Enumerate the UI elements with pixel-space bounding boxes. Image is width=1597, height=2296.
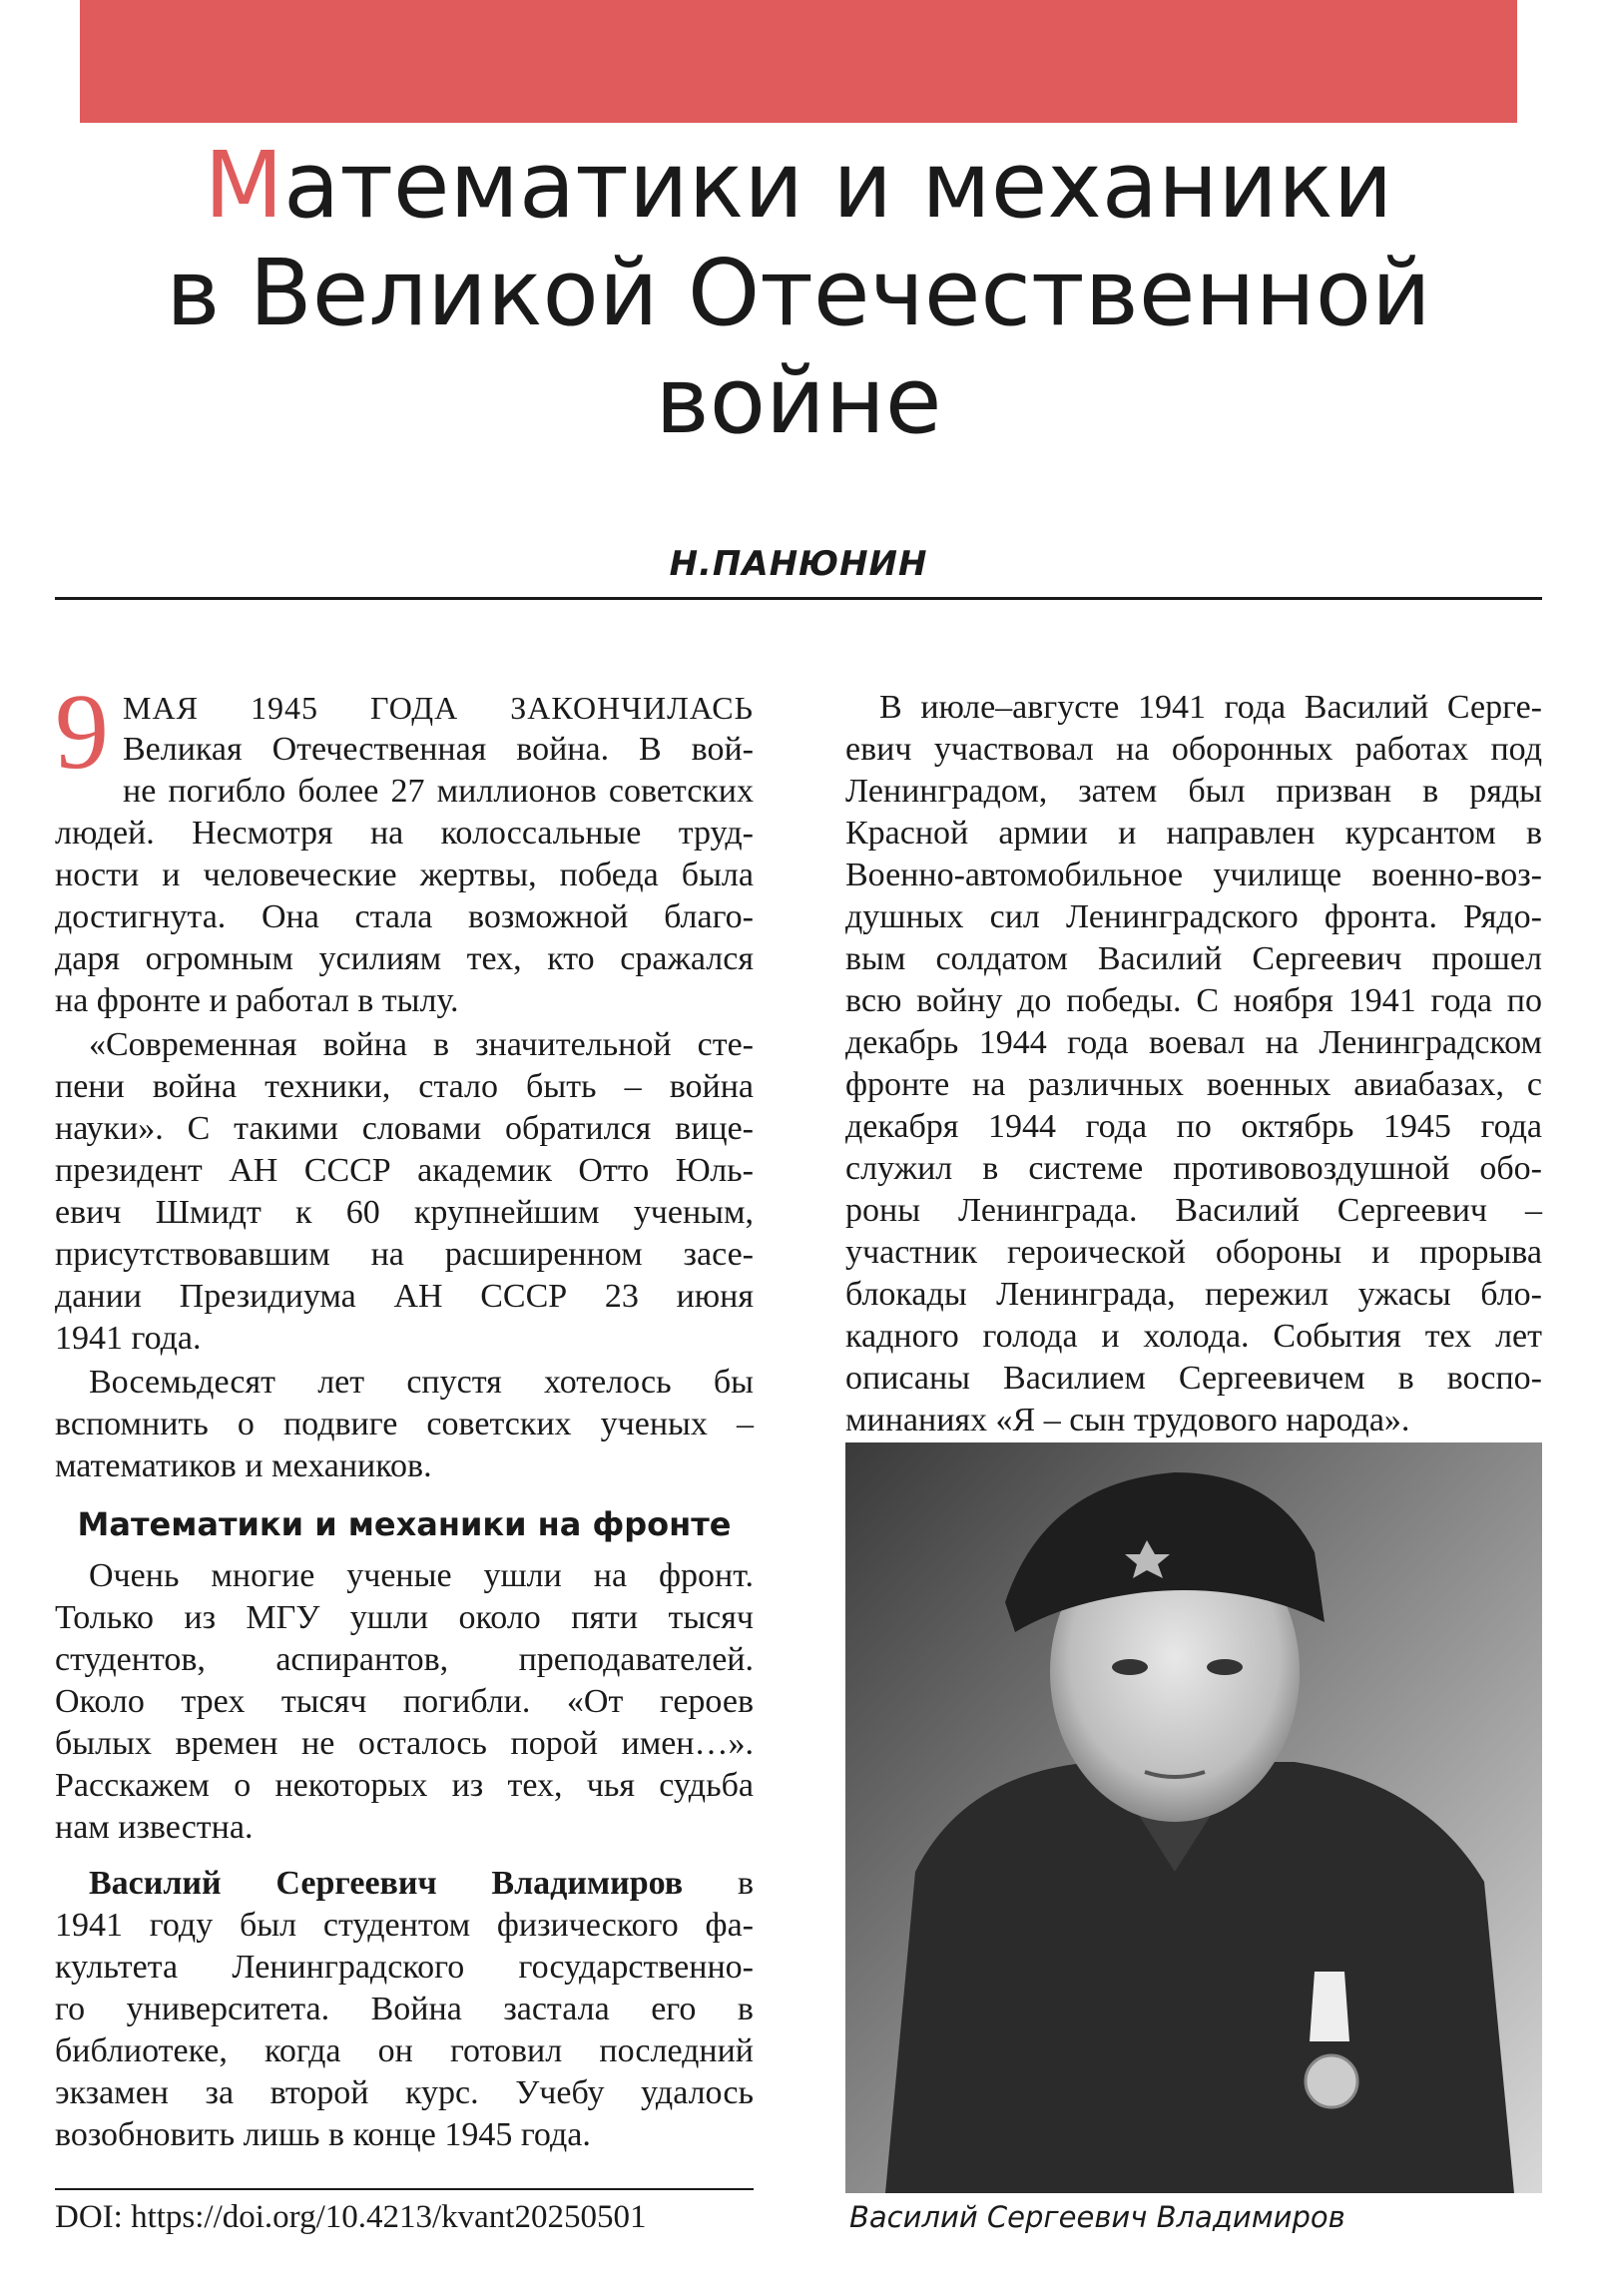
text-line: нам известна.	[55, 1809, 254, 1846]
person-name: Василий Сергеевич Владимиров	[89, 1865, 684, 1902]
quote-paragraph	[55, 1024, 754, 1360]
text-line: Военно-автомобильное училище военно-воз-	[845, 857, 1542, 893]
text-line: людей. Несмотря на колоссальные труд-	[55, 815, 754, 852]
paragraph	[55, 1555, 754, 1849]
section-heading: Математики и механики на фронте	[77, 1505, 732, 1543]
title-line-2: в Великой Отечественной	[166, 240, 1431, 346]
text-line: не погибло более 27 миллионов советских	[123, 773, 754, 810]
text-line: дании Президиума АН СССР 23 июня	[55, 1278, 754, 1315]
text-line: библиотеке, когда он готовил последний	[55, 2032, 754, 2069]
title-line-1: атематики и механики	[282, 132, 1393, 239]
text-line: президент АН СССР академик Отто Юль-	[55, 1152, 754, 1189]
text-line: минаниях «Я – сын трудового народа».	[845, 1402, 1410, 1438]
text-line: душных сил Ленинградского фронта. Рядо-	[845, 898, 1542, 935]
text-line: былых времен не осталось порой имен…».	[55, 1725, 754, 1762]
biography-paragraph	[55, 1863, 754, 2156]
text-line: служил в системе противовоздушной обо-	[845, 1150, 1542, 1187]
doi-link[interactable]: DOI: https://doi.org/10.4213/kvant20250501	[55, 2199, 647, 2235]
paragraph	[55, 1362, 754, 1487]
portrait-photo	[845, 1442, 1542, 2193]
text-line: Красной армии и направлен курсантом в	[845, 815, 1542, 852]
text-line: евич Шмидт к 60 крупнейшим ученым,	[55, 1194, 754, 1231]
text-line: Ленинградом, затем был призван в ряды	[845, 773, 1542, 810]
text-line: «Современная война в значительной сте-	[89, 1026, 754, 1063]
text-line: студентов, аспирантов, преподавателей.	[55, 1641, 754, 1678]
photo-caption: Василий Сергеевич Владимиров	[849, 2200, 1345, 2234]
right-column	[845, 687, 1542, 1441]
text-line: возобновить лишь в конце 1945 года.	[55, 2116, 591, 2153]
text-line: всю войну до победы. С ноября 1941 года по	[845, 982, 1542, 1019]
text-line: декабрь 1944 года воевал на Ленинградском	[845, 1024, 1542, 1061]
text-line: пени война техники, стало быть – война	[55, 1068, 754, 1105]
title-line-3: войне	[655, 347, 942, 454]
text-line: на фронте и работал в тылу.	[55, 982, 459, 1019]
author-name: Н.ПАНЮНИН	[669, 544, 928, 584]
text-line: науки». С такими словами обратился вице-	[55, 1110, 754, 1147]
text-line: Великая Отечественная война. В вой-	[123, 731, 754, 768]
text-line: Только из МГУ ушли около пяти тысяч	[55, 1599, 754, 1636]
title-divider	[55, 597, 1542, 600]
left-column	[55, 673, 754, 2156]
text-line: участник героической обороны и прорыва	[845, 1234, 1542, 1271]
text-line: вспомнить о подвиге советских ученых –	[55, 1406, 754, 1442]
text-line: присутствовавшим на расширенном засе-	[55, 1236, 754, 1273]
text-line: В июле–августе 1941 года Василий Серге-	[879, 689, 1542, 726]
text-span: в	[737, 1865, 754, 1902]
text-line: 1941 года.	[55, 1320, 202, 1357]
intro-paragraph	[55, 673, 754, 1022]
title-initial: М	[204, 132, 283, 239]
text-line: ности и человеческие жертвы, победа была	[55, 857, 754, 893]
text-line: МАЯ 1945 ГОДА ЗАКОНЧИЛАСЬ	[123, 690, 754, 726]
text-line: математиков и механиков.	[55, 1447, 432, 1484]
text-line: описаны Василием Сергеевичем в воспо-	[845, 1360, 1542, 1397]
text-line: Около трех тысяч погибли. «От героев	[55, 1683, 754, 1720]
text-line: Расскажем о некоторых из тех, чья судьба	[55, 1767, 754, 1804]
text-line: роны Ленинграда. Василий Сергеевич –	[845, 1192, 1542, 1229]
text-line: 1941 году был студентом физического фа-	[55, 1907, 754, 1944]
text-line: декабря 1944 года по октябрь 1945 года	[845, 1108, 1542, 1145]
text-line: достигнута. Она стала возможной благо-	[55, 898, 754, 935]
paragraph	[845, 687, 1542, 1441]
text-line: экзамен за второй курс. Учебу удалось	[55, 2074, 754, 2111]
text-line: фронте на различных военных авиабазах, с	[845, 1066, 1542, 1103]
text-line: культета Ленинградского государственно-	[55, 1949, 754, 1986]
header-color-band	[80, 0, 1517, 123]
text-line: блокады Ленинграда, пережил ужасы бло-	[845, 1276, 1542, 1313]
text-line: Очень многие ученые ушли на фронт.	[89, 1557, 754, 1594]
portrait-image	[845, 1442, 1542, 2193]
text-line: кадного голода и холода. События тех лет	[845, 1318, 1542, 1355]
footnote-divider	[55, 2188, 754, 2190]
drop-cap: 9	[55, 673, 109, 792]
text-line: вым солдатом Василий Сергеевич прошел	[845, 940, 1542, 977]
article-title	[0, 132, 1597, 455]
text-line: Восемьдесят лет спустя хотелось бы	[89, 1364, 754, 1401]
text-line: го университета. Война застала его в	[55, 1991, 754, 2027]
text-line: даря огромным усилиям тех, кто сражался	[55, 940, 754, 977]
text-line: евич участвовал на оборонных работах под	[845, 731, 1542, 768]
